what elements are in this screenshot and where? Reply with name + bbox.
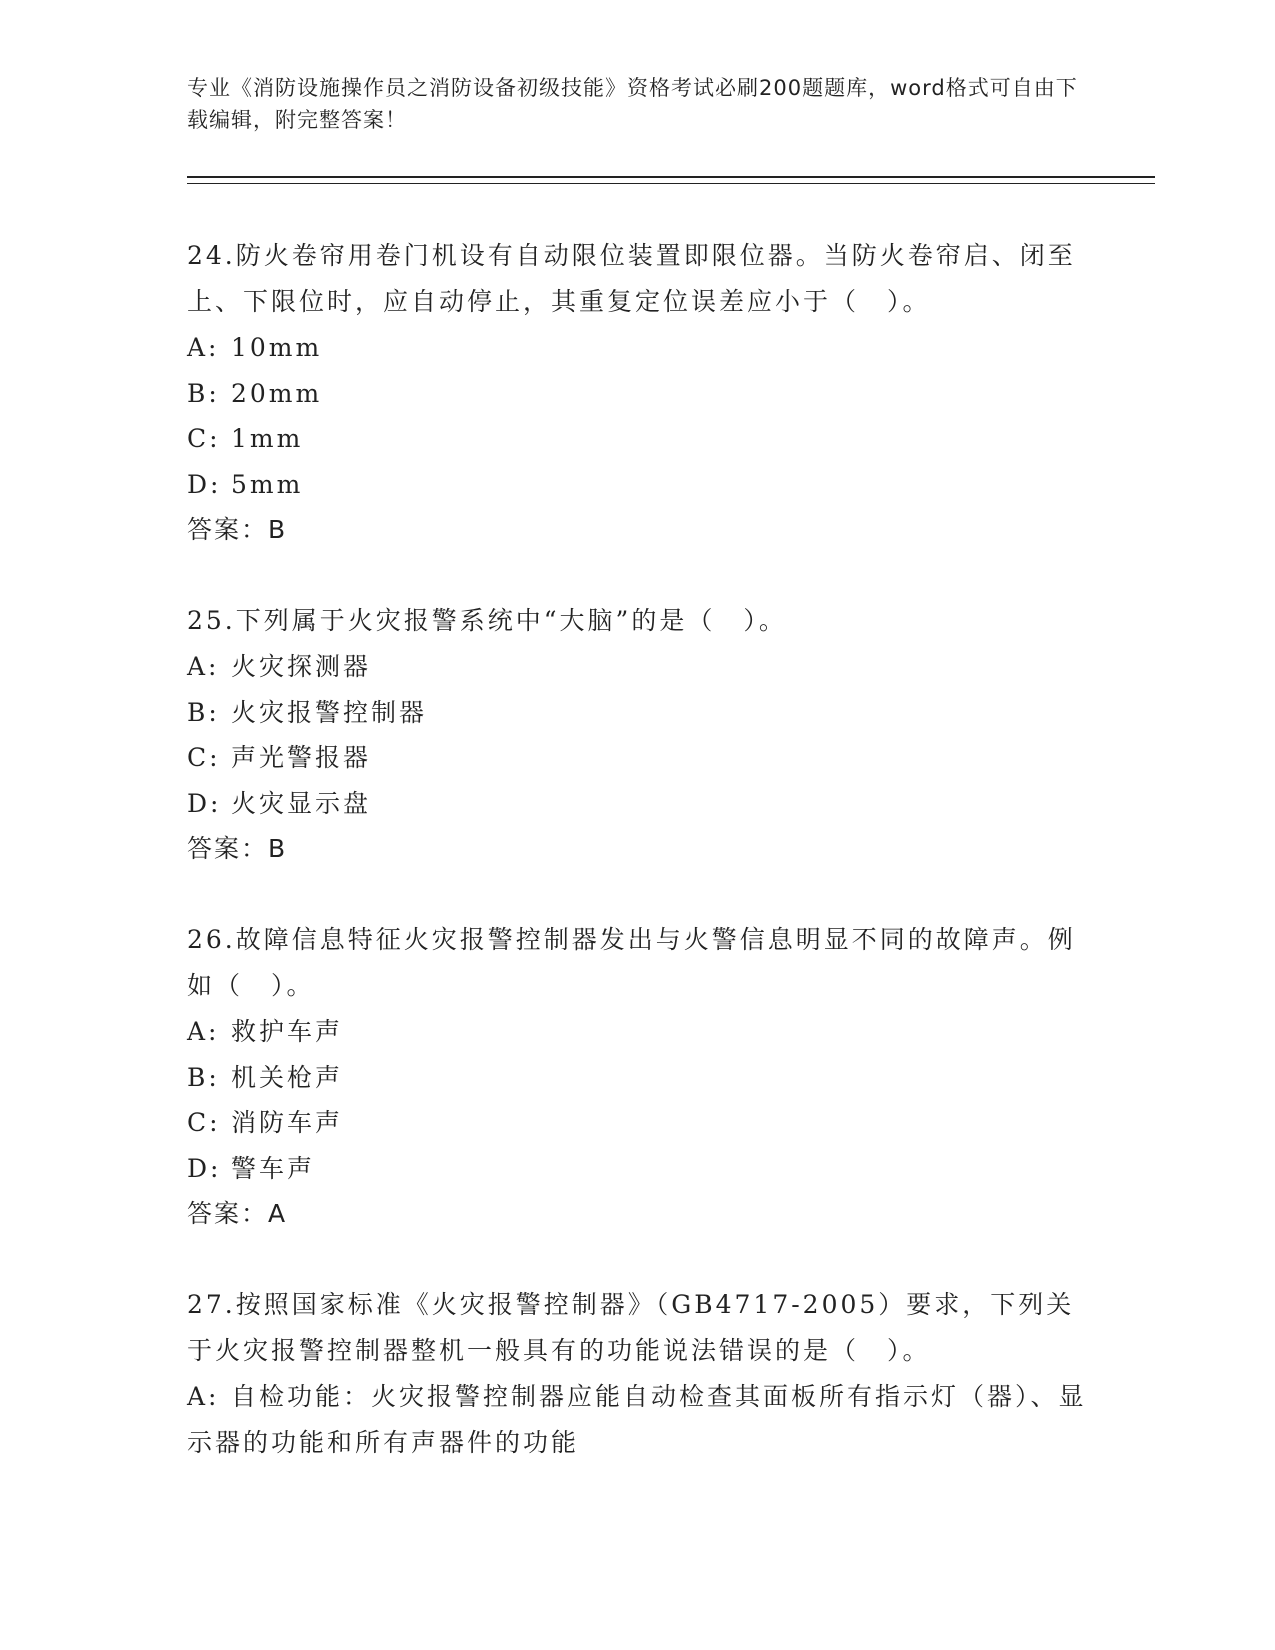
- option-text: 警车声: [231, 1153, 316, 1183]
- answer-line: 答案：B: [187, 834, 288, 863]
- question-stem: 26.故障信息特征火灾报警控制器发出与火警信息明显不同的故障声。例如（ ）。: [187, 925, 1076, 1000]
- option-letter: D:: [187, 788, 222, 818]
- option-b: [187, 690, 1087, 736]
- option-text: 火灾报警控制器: [231, 697, 428, 727]
- option-a: [187, 325, 1087, 371]
- option-a: [187, 644, 1087, 690]
- option-letter: B:: [187, 378, 220, 408]
- header-intro: 专业《消防设施操作员之消防设备初级技能》资格考试必刷200题题库，word格式可自由下载编辑，附完整答案！: [187, 76, 1078, 132]
- option-text: 机关枪声: [231, 1062, 344, 1092]
- option-letter: D:: [187, 1153, 222, 1183]
- answer-line: 答案：B: [187, 515, 288, 544]
- option-b: [187, 1055, 1087, 1101]
- option-text: 火灾探测器: [231, 652, 372, 681]
- answer-line: 答案：A: [187, 1199, 288, 1228]
- question-stem: 27.按照国家标准《火灾报警控制器》（GB4717-2005）要求，下列关于火灾报警控制器整机一般具有的功能说法错误的是（ ）。: [187, 1290, 1075, 1365]
- option-letter: B:: [187, 697, 220, 727]
- option-b: [187, 371, 1087, 417]
- question-list: [187, 233, 1087, 1511]
- question-stem: 25.下列属于火灾报警系统中“大脑”的是（ ）。: [187, 606, 787, 635]
- question-26: [187, 917, 1087, 1236]
- question-27: [187, 1282, 1087, 1465]
- option-letter: C:: [187, 424, 221, 453]
- option-text: 消防车声: [231, 1108, 344, 1137]
- option-c: [187, 1100, 1087, 1146]
- option-a: [187, 1374, 1087, 1465]
- option-c: [187, 735, 1087, 781]
- question-24: [187, 233, 1087, 552]
- option-c: [187, 416, 1087, 462]
- option-text: 声光警报器: [231, 743, 372, 772]
- document-header: [187, 72, 1087, 136]
- option-letter: A:: [187, 1382, 220, 1411]
- option-letter: B:: [187, 1062, 220, 1092]
- option-text: 救护车声: [231, 1017, 344, 1046]
- option-text: 火灾显示盘: [231, 788, 372, 818]
- option-text: 5mm: [231, 469, 304, 499]
- question-stem: 24.防火卷帘用卷门机设有自动限位装置即限位器。当防火卷帘启、闭至上、下限位时，应自动停止，其重复定位误差应小于（ ）。: [187, 241, 1076, 316]
- option-text: 1mm: [231, 424, 304, 453]
- option-letter: C:: [187, 743, 221, 772]
- option-d: [187, 781, 1087, 827]
- option-letter: A:: [187, 652, 220, 681]
- option-a: [187, 1009, 1087, 1055]
- option-d: [187, 462, 1087, 508]
- option-text: 自检功能：火灾报警控制器应能自动检查其面板所有指示灯（器）、显示器的功能和所有声器件的功能: [187, 1382, 1087, 1457]
- option-letter: C:: [187, 1108, 221, 1137]
- option-text: 20mm: [231, 378, 323, 408]
- option-letter: A:: [187, 333, 220, 362]
- question-25: [187, 598, 1087, 871]
- option-letter: D:: [187, 469, 222, 499]
- header-divider: [187, 176, 1155, 184]
- option-letter: A:: [187, 1017, 220, 1046]
- option-text: 10mm: [231, 333, 323, 362]
- option-d: [187, 1146, 1087, 1192]
